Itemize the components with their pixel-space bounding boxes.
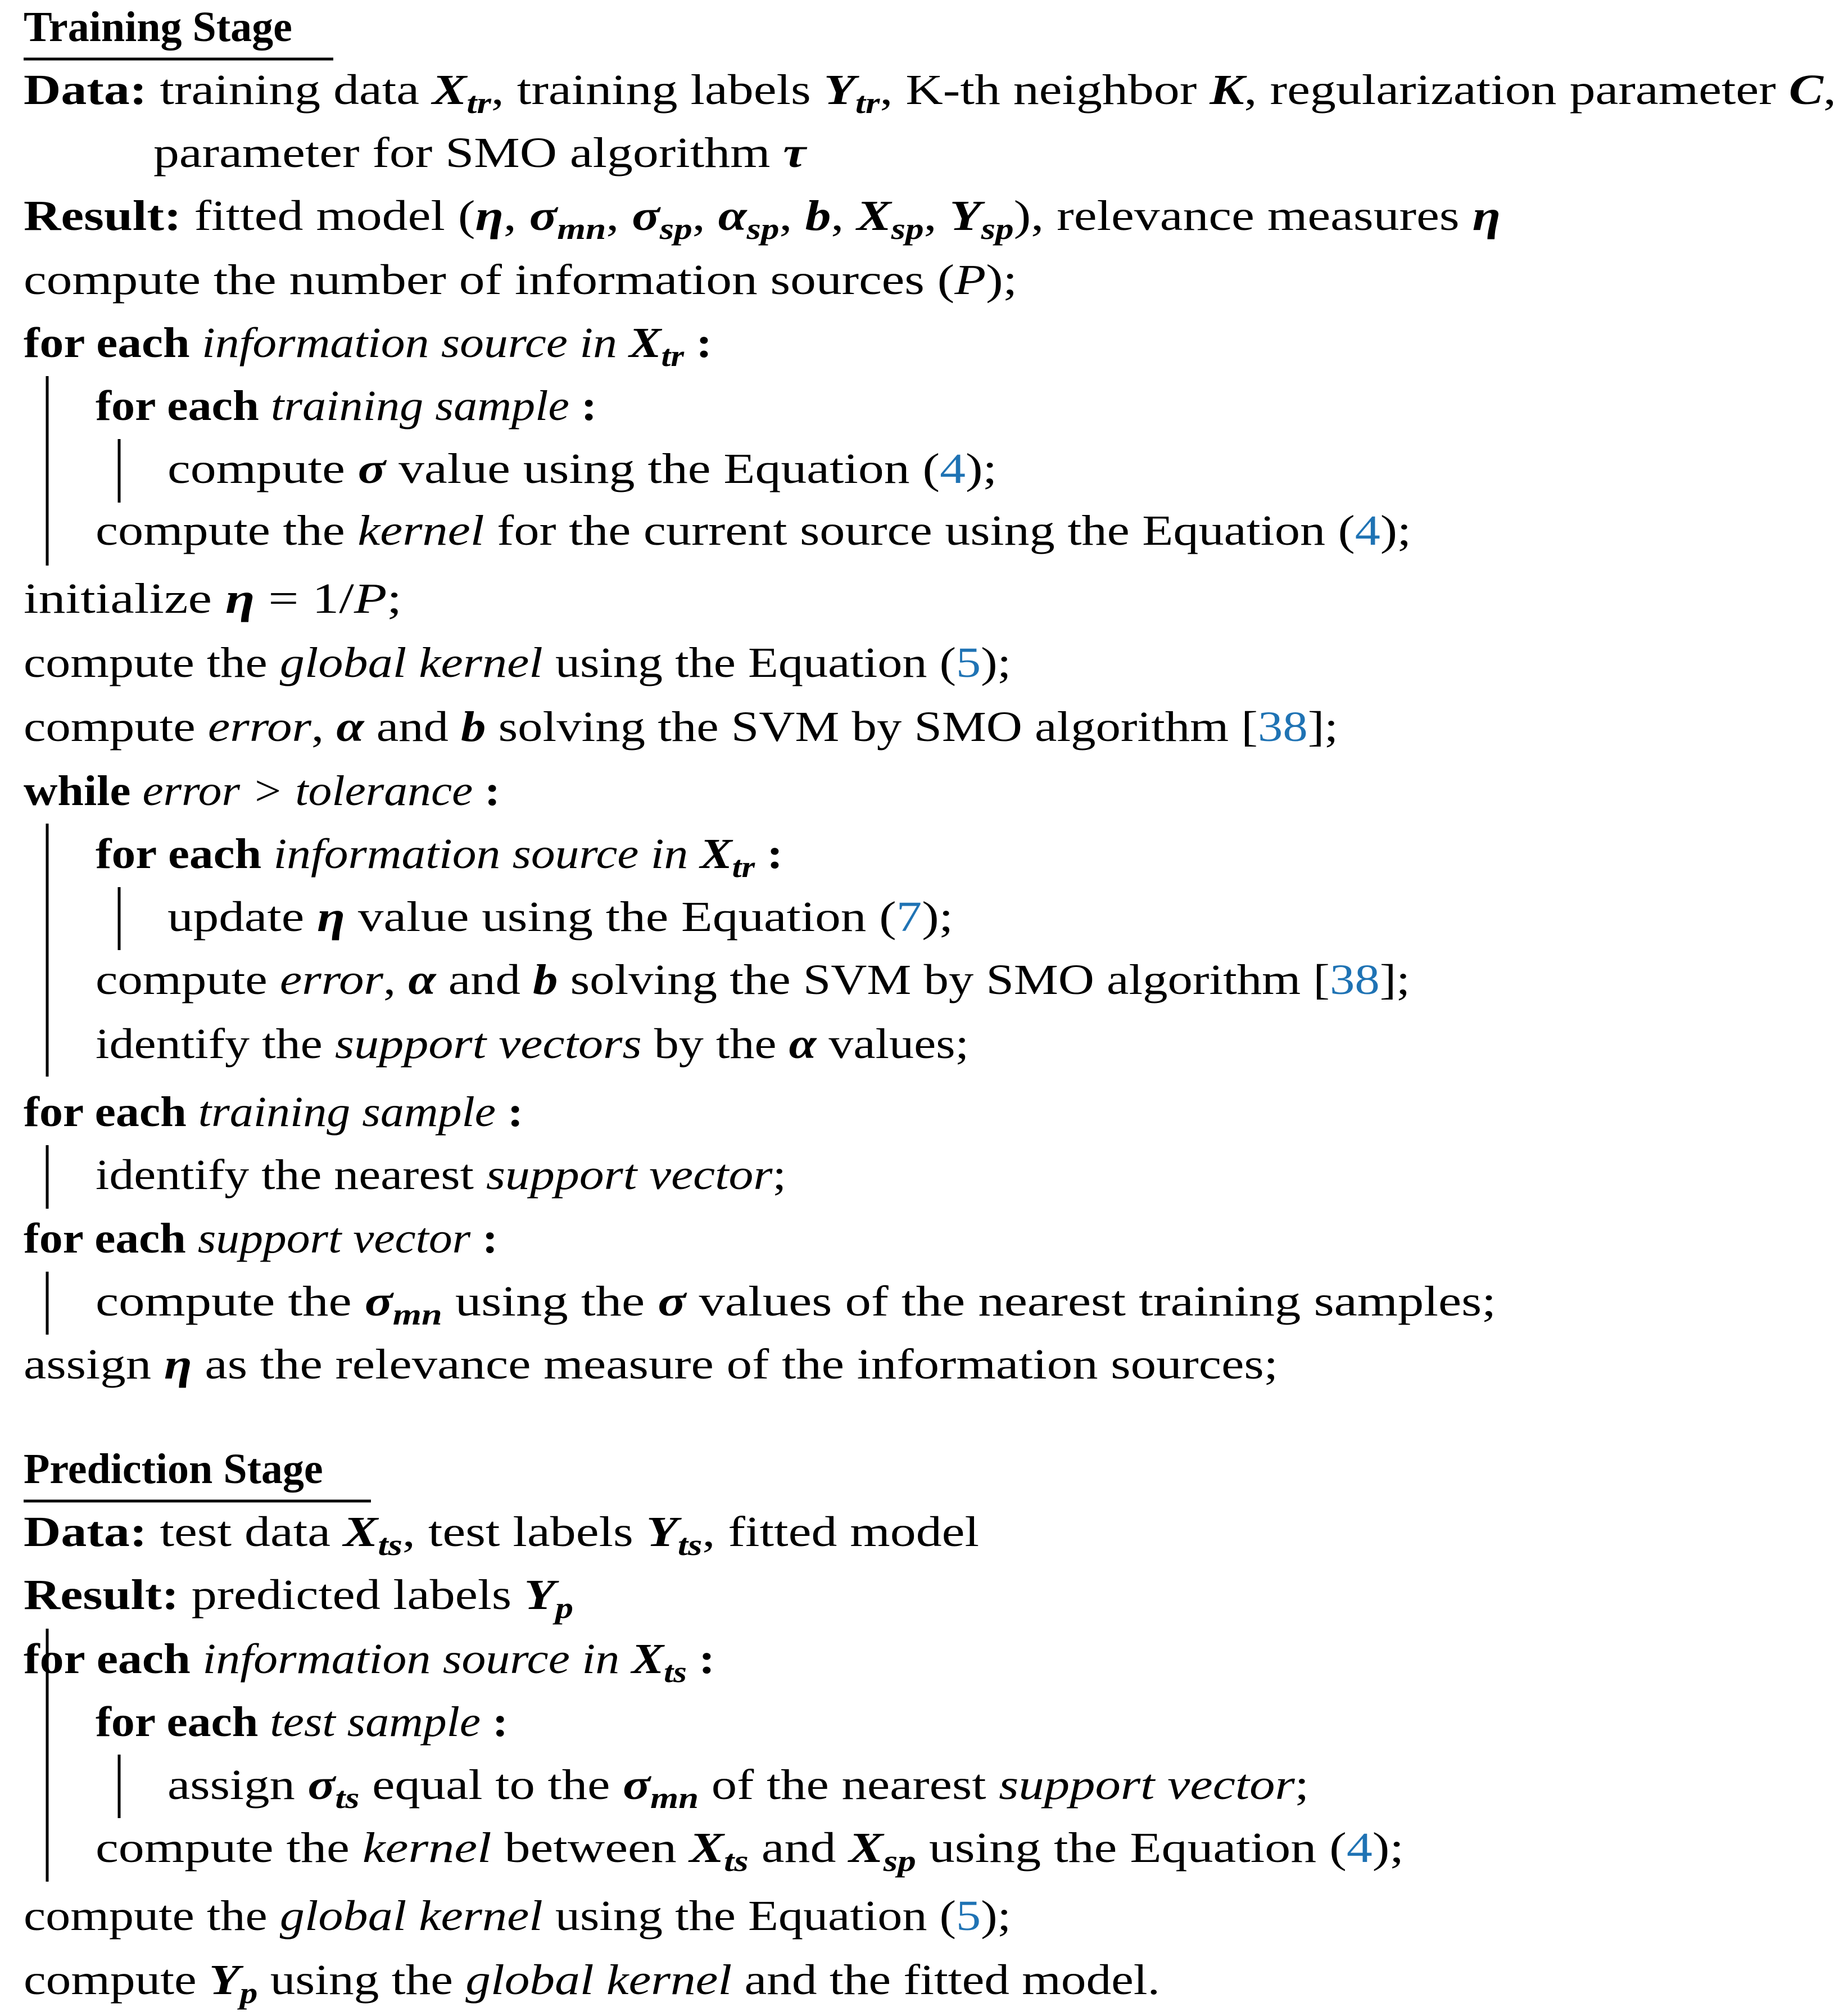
italic-term: P [354,575,381,622]
math-subscript: sp [891,212,918,246]
math-symbol: α [718,192,742,239]
line-text: , [1823,66,1835,114]
line-text: using the Equation ( [916,1824,1272,1872]
line-text: ); [1380,507,1407,554]
line-text: , [923,192,945,239]
training-stage-heading: Training Stage [24,3,292,51]
algorithm-line [153,129,808,177]
line-text: compute the number of information sources ( [24,256,798,304]
italic-term: training sample [259,382,540,430]
line-text: compute [24,703,182,751]
math-subscript: tr [732,850,753,884]
keyword: for each [24,1635,171,1683]
math-symbol: Y [209,1956,235,2004]
keyword: Result: [24,192,155,239]
math-subscript: sp [883,1844,911,1878]
line-text: compute [24,1956,182,2004]
italic-term: information source in [261,830,652,878]
line-text: compute the [96,1278,316,1325]
math-symbol: b [805,192,827,239]
line-text: update [167,893,292,941]
keyword: Data: [24,1508,126,1556]
line-text: , test labels [402,1508,604,1556]
line-text: ), relevance measures [1013,192,1393,239]
italic-term: information source in [189,319,580,367]
line-text: ); [965,445,992,492]
line-text: , [692,192,714,239]
line-text: , [606,192,628,239]
line-text: compute the [24,639,244,686]
math-symbol: η [225,575,249,622]
algorithm-line [24,1341,1278,1388]
math-symbol: η [317,893,341,941]
reference-link[interactable]: 7 [896,893,918,941]
line-text: compute the [96,507,316,554]
line-text: and the fitted model. [732,1956,1097,2004]
line-text: , [831,192,853,239]
math-subscript: ts [677,1528,698,1562]
math-symbol: η [164,1341,188,1388]
math-subscript: sp [659,212,687,246]
line-text: fitted model ( [181,192,425,239]
prediction-stage-block [24,1445,1404,2010]
reference-link[interactable]: 5 [955,639,977,686]
line-text: as the relevance measure of the information sources; [192,1341,1101,1388]
algorithm-line [24,767,500,815]
math-subscript: p [239,1976,255,2010]
line-text: , training labels [491,66,767,114]
keyword: for each [24,1215,171,1262]
line-text: ]; [1307,703,1334,751]
line-text: for the current source using the Equation ( [484,507,1217,554]
algorithm-line [24,575,402,622]
algorithm-line [24,1635,715,1689]
italic-term: error [279,956,369,1004]
keyword: for each [96,382,243,430]
keyword: for each [96,1698,243,1746]
algorithm-line [24,1508,979,1562]
math-symbol: X [629,319,658,367]
math-symbol: X [857,192,886,239]
line-text: and [364,703,447,751]
math-symbol: σ [632,192,655,239]
italic-term: kernel [362,1824,469,1872]
line-text: values of the nearest training samples; [686,1278,1351,1325]
algorithm-line [96,1278,1496,1331]
line-text: , [779,192,801,239]
line-text: value using the Equation ( [345,893,804,941]
line-text: ]; [1379,956,1406,1004]
reference-link[interactable]: 38 [1257,703,1301,751]
math-symbol: K [1210,66,1238,114]
math-symbol: X [700,830,729,878]
math-symbol: σ [658,1278,681,1325]
algorithm-line [167,893,953,941]
italic-term: support vector [185,1215,445,1262]
algorithm-line [24,256,1017,304]
line-text: identify the nearest [96,1151,434,1199]
line-text: ); [981,639,1007,686]
keyword: : [481,1698,506,1746]
line-text: equal to the [359,1761,580,1809]
line-text: ); [986,256,1012,304]
math-symbol: σ [357,445,381,492]
line-text: using the Equation ( [542,639,899,686]
line-text: and [436,956,519,1004]
italic-term: information source in [190,1635,581,1683]
keyword: : [470,1215,496,1262]
algorithm-line [24,1215,498,1262]
math-symbol: σ [529,192,552,239]
line-text: , fitted model [702,1508,931,1556]
keyword: for each [24,319,171,367]
math-subscript: tr [661,339,682,373]
line-text: using the [442,1278,619,1325]
math-symbol: Y [949,192,976,239]
algorithm-line [96,1698,508,1746]
keyword: : [473,767,498,815]
reference-link[interactable]: 4 [1355,507,1376,554]
math-symbol: b [461,703,483,751]
algorithm-line [24,1892,1011,1940]
line-text: , [503,192,525,239]
algorithm-line [24,703,1338,751]
keyword: Data: [24,66,126,114]
math-subscript: tr [855,86,876,120]
line-text: solving the SVM by SMO algorithm [ [558,956,1219,1004]
algorithm-line [167,1761,1309,1815]
algorithm-line [24,319,712,373]
line-text: parameter for SMO algorithm [153,129,676,177]
line-text: training data [147,66,383,114]
math-symbol: τ [783,129,803,177]
line-text: compute [167,445,325,492]
italic-term: kernel [357,507,465,554]
keyword: : [755,830,780,878]
line-text: , [383,956,405,1004]
algorithm-line [96,956,1410,1004]
italic-term: error > tolerance [130,767,442,815]
math-symbol: X [849,1824,878,1872]
line-text: compute the [96,1824,316,1872]
math-symbol: σ [364,1278,388,1325]
line-text: by the [641,1020,769,1068]
line-text: ); [1372,1824,1399,1872]
math-symbol: σ [307,1761,331,1809]
math-subscript: sp [746,212,774,246]
algorithm-line [24,1571,573,1625]
math-subscript: ts [724,1844,745,1878]
algorithm-line [96,507,1411,554]
math-symbol: Y [823,66,850,114]
math-symbol: b [533,956,555,1004]
line-text: assign [24,1341,141,1388]
line-text: test data [147,1508,310,1556]
italic-term: global kernel [465,1956,692,2004]
keyword: for each [24,1088,171,1136]
keyword: : [684,319,709,367]
line-text: ); [981,1892,1007,1940]
line-text: predicted labels [179,1571,470,1619]
line-text: value using the Equation ( [386,445,845,492]
line-text: ; [772,1151,785,1199]
algorithm-line [96,1020,969,1068]
italic-term: support vectors [334,1020,600,1068]
keyword: : [496,1088,521,1136]
math-symbol: X [689,1824,718,1872]
algorithm-line [96,1824,1404,1878]
math-subscript: tr [466,86,487,120]
line-text: and [748,1824,832,1872]
math-symbol: X [432,66,461,114]
math-subscript: sp [981,212,1008,246]
math-symbol: Y [646,1508,673,1556]
algorithm-line [24,66,1836,120]
italic-term: training sample [186,1088,467,1136]
math-subscript: mn [557,212,598,246]
training-stage-block [24,3,1836,1388]
line-text: , regularization parameter [1244,66,1695,114]
italic-term: support vector [486,1151,735,1199]
math-symbol: X [631,1635,660,1683]
math-symbol: Y [524,1571,551,1619]
math-symbol: α [336,703,360,751]
math-symbol: η [475,192,499,239]
reference-link[interactable]: 4 [1346,1824,1368,1872]
line-text: initialize [24,575,184,622]
line-text: values; [816,1020,948,1068]
math-subscript: mn [392,1298,433,1331]
line-text: compute [96,956,253,1004]
keyword: : [686,1635,712,1683]
italic-term: P [954,256,981,304]
line-text: ; [1294,1761,1307,1809]
line-text: solving the SVM by SMO algorithm [ [486,703,1147,751]
algorithm-line [24,1956,1160,2010]
math-symbol: σ [623,1761,646,1809]
keyword: Result: [24,1571,155,1619]
training-stage-lines [24,66,1836,1388]
line-text: using the [257,1956,434,2004]
line-text: compute the [24,1892,244,1940]
math-subscript: ts [664,1655,685,1689]
line-text: = 1/ [255,575,334,622]
line-text: of the nearest [699,1761,950,1809]
math-symbol: X [343,1508,372,1556]
prediction-stage-lines [24,1508,1404,2010]
line-text: , [311,703,333,751]
keyword: : [569,382,595,430]
line-text: , K-th neighbor [880,66,1153,114]
algorithm-line [96,382,597,430]
line-text: using the Equation ( [542,1892,899,1940]
math-subscript: p [555,1591,570,1625]
math-subscript: ts [378,1528,398,1562]
keyword: for each [96,830,243,878]
keyword: while [24,767,121,815]
algorithm-line [24,192,1501,246]
italic-term: test sample [258,1698,460,1746]
line-text: identify the [96,1020,302,1068]
math-symbol: α [408,956,432,1004]
italic-term: support vector [999,1761,1247,1809]
line-text: ; [387,575,399,622]
math-symbol: η [1472,192,1496,239]
italic-term: error [207,703,297,751]
prediction-stage-heading: Prediction Stage [24,1445,323,1493]
algorithm-line [96,1151,786,1199]
italic-term: global kernel [279,1892,506,1940]
algorithm-line [167,445,997,492]
algorithm-line [96,830,783,884]
algorithm-line [24,639,1011,686]
math-symbol: α [789,1020,813,1068]
reference-link[interactable]: 38 [1329,956,1373,1004]
line-text: assign [167,1761,285,1809]
line-text: ); [922,893,948,941]
math-subscript: ts [335,1781,356,1815]
math-subscript: mn [650,1781,691,1815]
reference-link[interactable]: 5 [955,1892,977,1940]
line-text: between [491,1824,655,1872]
math-symbol: C [1788,66,1818,114]
reference-link[interactable]: 4 [940,445,962,492]
algorithm-line [24,1088,523,1136]
italic-term: global kernel [279,639,506,686]
